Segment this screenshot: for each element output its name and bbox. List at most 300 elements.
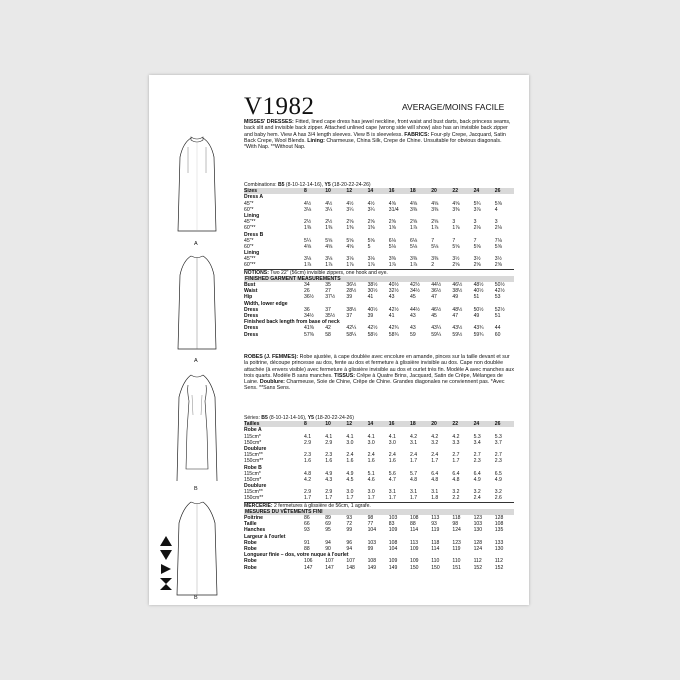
table-cell: 48½ — [452, 306, 463, 313]
size-header-cell: 24 — [473, 188, 480, 195]
row-label: Dress — [244, 325, 259, 332]
table-cell: 89 — [325, 515, 331, 522]
table-cell: 109 — [410, 545, 419, 552]
table-cell: 4.2 — [304, 476, 312, 483]
table-cell: 4⅝ — [346, 243, 354, 250]
row-label: Taille — [244, 521, 257, 528]
table-cell: 113 — [410, 539, 419, 546]
table-cell: 5 — [367, 243, 371, 250]
table-cell: 3⅛ — [304, 256, 312, 263]
table-cell: 27 — [325, 288, 331, 295]
table-cell: 38½ — [367, 282, 378, 289]
table-cell: 5⅝ — [325, 237, 333, 244]
table-cell: 2.4 — [388, 452, 396, 459]
table-cell: 2.3 — [325, 452, 333, 459]
fabrics-text: Crêpe à Quatre Brins, Jacquard, Satin de Crêpe, Mélanges de Laine. — [244, 372, 503, 386]
table-cell: 51 — [473, 294, 480, 301]
table-cell: 31/4 — [388, 206, 399, 213]
table-cell: 128 — [494, 515, 504, 522]
figure-b-back — [175, 499, 219, 597]
table-cell: 103 — [367, 539, 377, 546]
table-cell: 123 — [473, 515, 483, 522]
table-cell: 2.9 — [304, 489, 312, 496]
size-header-cell: 8 — [304, 421, 307, 428]
table-cell: 3.1 — [431, 489, 439, 496]
table-cell: 41 — [367, 294, 374, 301]
row-label: 45"** — [244, 256, 256, 263]
table-cell: 5¼ — [304, 237, 312, 244]
table-cell: 41⅜ — [304, 325, 314, 332]
measurements-title: FINISHED GARMENT MEASUREMENTS — [244, 276, 514, 282]
table-cell: 2⅛ — [473, 225, 481, 232]
row-label: Dress — [244, 306, 259, 313]
table-cell: 3½ — [473, 256, 481, 263]
table-cell: 147 — [325, 564, 334, 571]
table-cell: 1.7 — [325, 495, 333, 502]
table-cell: 94 — [325, 539, 331, 546]
table-cell: 2⅝ — [346, 219, 354, 226]
row-label: Robe — [244, 539, 257, 546]
row-label: 115cm* — [244, 470, 261, 477]
table-cell: 104 — [367, 527, 377, 534]
figure-label: A — [194, 358, 198, 364]
triangle-right-icon — [159, 563, 173, 575]
yardage-chart-french — [244, 415, 514, 571]
table-cell: 3.0 — [367, 489, 375, 496]
table-cell: 124 — [452, 527, 461, 534]
notions-line: MERCERIE: 2 fermetures à glissière de 56cm, 1 agrafe. — [244, 502, 514, 509]
table-cell: 3.2 — [452, 489, 460, 496]
yardage-rows — [244, 194, 514, 268]
table-cell: 1⅞ — [410, 225, 418, 232]
row-label: Poitrine — [244, 515, 263, 522]
table-cell: 7⅛ — [494, 237, 502, 244]
fabrics-label: FABRICS: — [404, 131, 430, 138]
table-cell: 4½ — [367, 200, 375, 207]
table-cell: 2.4 — [431, 452, 439, 459]
table-cell: 3.2 — [494, 489, 502, 496]
skill-level: AVERAGE/MOINS FACILE — [402, 102, 505, 112]
row-label: 115cm** — [244, 489, 263, 496]
table-cell: 42½ — [388, 306, 399, 313]
table-cell: 3⅜ — [410, 206, 418, 213]
table-cell: 108 — [494, 521, 504, 528]
table-cell: 3⅜ — [452, 206, 460, 213]
row-label: Robe — [244, 558, 257, 565]
table-cell: 1.6 — [346, 458, 354, 465]
table-cell: 147 — [304, 564, 313, 571]
table-cell: 109 — [388, 558, 398, 565]
table-cell: 1.7 — [452, 458, 460, 465]
table-cell: 57⅜ — [304, 331, 314, 338]
table-cell: 1.6 — [388, 458, 396, 465]
size-header-cell: 20 — [431, 188, 437, 195]
table-cell: 2⅝ — [410, 219, 418, 226]
description-title: ROBES (J. FEMMES): — [244, 354, 299, 360]
triangle-up-icon — [159, 535, 173, 547]
table-cell: 4.2 — [431, 433, 439, 440]
table-cell: 1⅜ — [346, 225, 354, 232]
row-label: 45"* — [244, 200, 254, 207]
table-cell: 42½ — [367, 325, 378, 332]
table-cell: 3 — [452, 219, 456, 226]
table-cell: 148 — [346, 564, 355, 571]
table-cell: 3.3 — [452, 439, 460, 446]
table-cell: 5⅛ — [431, 243, 439, 250]
row-label: Doublure — [244, 445, 267, 452]
table-cell: 94 — [346, 545, 353, 552]
row-label: Robe — [244, 564, 257, 571]
table-cell: 2⅝ — [494, 262, 502, 269]
table-cell: 3 — [494, 219, 498, 226]
yardage-rows — [244, 427, 514, 501]
table-cell: 46½ — [431, 306, 442, 313]
table-cell: 1.6 — [304, 458, 312, 465]
table-cell: 1⅞ — [410, 262, 418, 269]
table-cell: 40½ — [367, 306, 378, 313]
lining-label: Doublure: — [259, 379, 285, 386]
figure-b-open — [175, 371, 219, 483]
table-cell: 90 — [325, 545, 331, 552]
table-cell: 36½ — [304, 294, 314, 301]
table-cell: 5⅝ — [367, 237, 375, 244]
table-cell: 2⅝ — [367, 219, 375, 226]
table-cell: 5⅛ — [410, 243, 418, 250]
table-cell: 5⅝ — [494, 243, 502, 250]
table-cell: 4.1 — [388, 433, 396, 440]
table-cell: 4.1 — [346, 433, 354, 440]
size-header-cell: 16 — [388, 421, 395, 428]
table-cell: 41 — [388, 312, 395, 319]
table-cell: 118 — [431, 539, 440, 546]
figure-label: A — [194, 241, 198, 247]
size-header-cell: 20 — [431, 421, 437, 428]
description-english — [244, 119, 514, 150]
table-cell: 2.2 — [452, 495, 460, 502]
table-cell: 103 — [388, 515, 398, 522]
table-cell: 2.9 — [325, 439, 333, 446]
table-cell: 5.3 — [473, 433, 481, 440]
size-header-cell: 12 — [346, 188, 353, 195]
row-label: Bust — [244, 282, 256, 289]
row-label: 60"** — [244, 262, 256, 269]
row-label: Waist — [244, 288, 258, 295]
table-cell: 119 — [431, 527, 440, 534]
sizes-label: Tailles — [244, 421, 260, 428]
table-cell: 1.6 — [325, 458, 333, 465]
table-cell: 152 — [473, 564, 483, 571]
table-cell: 1.7 — [304, 495, 312, 502]
table-cell: 4.9 — [346, 470, 354, 477]
table-cell: 2.4 — [367, 452, 375, 459]
table-cell: 106 — [304, 558, 313, 565]
table-cell: 36 — [304, 306, 310, 313]
table-cell: 36½ — [431, 288, 442, 295]
table-cell: 88 — [410, 521, 416, 528]
table-cell: 3½ — [494, 256, 502, 263]
row-label: Hip — [244, 294, 253, 301]
table-cell: 93 — [431, 521, 437, 528]
combinations-line: Séries: B5 (8-10-12-14-16), Y5 (18-20-22-24-26) — [244, 415, 354, 421]
table-cell: 3.0 — [388, 439, 396, 446]
size-header-cell: 18 — [410, 421, 416, 428]
table-cell: 69 — [325, 521, 331, 528]
table-cell: 95 — [325, 527, 331, 534]
table-cell: 2⅝ — [452, 262, 460, 269]
row-label: Dress A — [244, 194, 264, 201]
table-cell: 34½ — [410, 288, 420, 295]
table-cell: 4⅝ — [388, 200, 396, 207]
measurements-title: MESURES DU VÊTEMENTS FINI — [244, 509, 514, 515]
table-cell: 119 — [452, 545, 461, 552]
description-text: Robe ajustée, à cape doublée avec encolure en amande, pinces sur la taille devant et sur la poitrine, découpe princesse au dos, fente au dos et fermeture à glissière invisible au dos. Cape non doublée attachée (à envers visible) avec fermeture à glissière invisible au dos et ourlet très fin. Modèle A avec manches aux trois quarts. Modèle B sans manches. — [244, 354, 514, 379]
table-cell: 118 — [452, 515, 461, 522]
row-label: 150cm** — [244, 458, 264, 465]
table-cell: 4.8 — [431, 476, 439, 483]
table-cell: 98 — [452, 521, 459, 528]
table-cell: 91 — [304, 539, 310, 546]
table-cell: 3⅛ — [367, 256, 375, 263]
table-cell: 133 — [494, 539, 504, 546]
row-label: 60"** — [244, 225, 256, 232]
table-cell: 58 — [325, 331, 331, 338]
table-cell: 150 — [410, 564, 419, 571]
table-cell: 4.8 — [304, 470, 312, 477]
row-label: Lining — [244, 212, 260, 219]
row-label: Robe A — [244, 427, 262, 434]
table-cell: 36½ — [346, 282, 357, 289]
table-cell: 4⅝ — [431, 200, 439, 207]
table-cell: 4⅝ — [410, 200, 418, 207]
table-cell: 114 — [431, 545, 440, 552]
table-cell: 3½ — [452, 256, 460, 263]
table-cell: 3.1 — [410, 439, 418, 446]
table-cell: 32½ — [388, 288, 399, 295]
table-cell: 1.7 — [346, 495, 354, 502]
notions-line: NOTIONS: Two 22" (56cm) invisible zippers, one hook and eye. — [244, 269, 514, 276]
table-cell: 3 — [473, 219, 477, 226]
table-cell: 43¼ — [431, 325, 442, 332]
table-cell: 5⅝ — [494, 200, 502, 207]
table-cell: 4.3 — [325, 476, 333, 483]
table-cell: 1⅜ — [325, 225, 333, 232]
table-cell: 2⅝ — [388, 219, 396, 226]
table-cell: 59¾ — [473, 331, 484, 338]
table-cell: 3.4 — [473, 439, 481, 446]
table-cell: 5¾ — [473, 200, 481, 207]
table-cell: 2.9 — [304, 439, 312, 446]
table-cell: 43 — [410, 325, 416, 332]
size-header-cell: 14 — [367, 421, 374, 428]
table-cell: 58¾ — [388, 331, 399, 338]
table-cell: 4.9 — [494, 476, 502, 483]
table-cell: 5⅝ — [452, 243, 460, 250]
lining-label: Lining: — [307, 137, 325, 144]
table-cell: 152 — [494, 564, 504, 571]
table-cell: 4⅝ — [325, 243, 333, 250]
table-cell: 1⅞ — [452, 225, 460, 232]
table-cell: 98 — [367, 515, 374, 522]
table-cell: 4.6 — [367, 476, 375, 483]
table-row — [244, 565, 514, 571]
table-cell: 42½ — [494, 288, 505, 295]
table-cell: 53 — [494, 294, 501, 301]
row-label: 60"* — [244, 243, 254, 250]
table-cell: 1.7 — [367, 495, 375, 502]
table-cell: 4.8 — [410, 476, 418, 483]
table-cell: 39 — [367, 312, 374, 319]
table-cell: 3⅜ — [431, 206, 439, 213]
size-header-cell: 18 — [410, 188, 416, 195]
table-cell: 113 — [431, 515, 440, 522]
table-cell: 3.1 — [410, 489, 418, 496]
table-cell: 1⅝ — [388, 225, 396, 232]
table-cell: 40½ — [473, 288, 484, 295]
table-cell: 83 — [388, 521, 395, 528]
table-cell: 103 — [473, 521, 483, 528]
table-cell: 1.7 — [388, 495, 396, 502]
table-cell: 2.4 — [346, 452, 354, 459]
table-cell: 42 — [325, 325, 331, 332]
table-cell: 40½ — [388, 282, 399, 289]
table-cell: 35½ — [325, 312, 336, 319]
table-cell: 3⅛ — [304, 206, 312, 213]
row-label: Robe B — [244, 464, 262, 471]
table-cell: 6⅛ — [388, 237, 396, 244]
table-cell: 3⅛ — [325, 256, 333, 263]
table-cell: 6.5 — [494, 470, 502, 477]
table-cell: 2⅝ — [431, 219, 439, 226]
table-cell: 37 — [346, 312, 353, 319]
pattern-envelope-back — [149, 75, 529, 605]
table-cell: 2.7 — [473, 452, 481, 459]
description-french — [244, 354, 514, 392]
table-cell: 3.7 — [494, 439, 502, 446]
table-cell: 4.2 — [452, 433, 460, 440]
table-cell: 51 — [494, 312, 501, 319]
table-cell: 2⅝ — [473, 262, 481, 269]
table-cell: 7 — [473, 237, 477, 244]
row-label: Robe — [244, 545, 257, 552]
table-cell: 150 — [431, 564, 440, 571]
size-header-cell: 14 — [367, 188, 374, 195]
table-cell: 66 — [304, 521, 310, 528]
row-label: Largeur à l'ourlet — [244, 533, 286, 540]
table-cell: 3⅜ — [431, 256, 439, 263]
description-title: MISSES' DRESSES: — [244, 119, 294, 125]
table-cell: 4½ — [346, 200, 354, 207]
table-cell: 5.7 — [410, 470, 418, 477]
table-cell: 3¼ — [325, 206, 333, 213]
table-row — [244, 332, 514, 338]
table-cell: 2.3 — [304, 452, 312, 459]
table-cell: 109 — [410, 558, 419, 565]
table-cell: 28½ — [346, 288, 357, 295]
table-cell: 2.7 — [494, 452, 502, 459]
table-cell: 2.6 — [494, 495, 502, 502]
table-cell: 124 — [473, 545, 483, 552]
row-label: Lining — [244, 250, 260, 257]
row-label: Dress — [244, 331, 259, 338]
table-cell: 34 — [304, 282, 310, 289]
table-cell: 1⅞ — [346, 262, 354, 269]
table-cell: 6.4 — [452, 470, 460, 477]
table-cell: 59¼ — [431, 331, 442, 338]
table-cell: 26 — [304, 288, 310, 295]
table-cell: 2.3 — [494, 458, 502, 465]
table-cell: 58½ — [367, 331, 378, 338]
row-label: Dress B — [244, 231, 264, 238]
table-cell: 42½ — [410, 282, 420, 289]
hourglass-icon — [159, 577, 173, 591]
row-label: 115cm** — [244, 452, 263, 459]
row-label: 45"* — [244, 237, 254, 244]
table-cell: 3⅞ — [473, 206, 481, 213]
table-cell: 77 — [367, 521, 374, 528]
table-cell: 43½ — [452, 325, 463, 332]
lining-text: Charmeuse, Soie de Chine, Crêpe de Chine. Grandes diagonales ne conviennent pas. *Avec Sens. **Sans Sens. — [244, 379, 505, 392]
table-cell: 4½ — [325, 200, 333, 207]
table-cell: 42¼ — [346, 325, 357, 332]
row-label: Finished back length from base of neck — [244, 319, 340, 326]
table-cell: 1.7 — [410, 458, 418, 465]
figure-b-front — [177, 297, 217, 298]
table-cell: 3.1 — [388, 489, 396, 496]
measurement-rows — [244, 282, 514, 338]
table-cell: 86 — [304, 515, 310, 522]
table-cell: 3⅜ — [410, 256, 418, 263]
table-cell: 5.6 — [388, 470, 396, 477]
table-cell: 59 — [410, 331, 416, 338]
table-cell: 49 — [452, 294, 459, 301]
table-cell: 2½ — [304, 219, 312, 226]
fabrics-label: TISSUS: — [334, 372, 356, 379]
row-label: 150cm* — [244, 476, 262, 483]
table-cell: 46½ — [452, 282, 463, 289]
row-label: 150cm** — [244, 495, 264, 502]
table-cell: 7 — [431, 237, 435, 244]
table-cell: 39 — [346, 294, 353, 301]
row-label: Doublure — [244, 483, 267, 490]
table-cell: 110 — [431, 558, 440, 565]
row-label: Dress — [244, 312, 259, 319]
table-cell: 107 — [325, 558, 334, 565]
table-cell: 4.1 — [325, 433, 333, 440]
table-cell: 4⅝ — [304, 243, 312, 250]
table-cell: 2½ — [325, 219, 333, 226]
triangle-down-icon — [159, 549, 173, 561]
table-cell: 2.3 — [473, 458, 481, 465]
table-cell: 58¼ — [346, 331, 357, 338]
table-cell: 52½ — [494, 306, 505, 313]
table-cell: 130 — [494, 545, 504, 552]
table-cell: 3.0 — [346, 439, 354, 446]
row-label: 115cm* — [244, 433, 261, 440]
table-cell: 123 — [452, 539, 461, 546]
table-cell: 34½ — [304, 312, 314, 319]
yardage-chart-english — [244, 182, 514, 338]
table-cell: 1⅞ — [304, 262, 312, 269]
table-cell: 107 — [346, 558, 355, 565]
table-cell: 4 — [494, 206, 498, 213]
size-header-cell: 26 — [494, 188, 501, 195]
figure-label: B — [194, 595, 198, 601]
table-cell: 1⅜ — [367, 225, 375, 232]
table-cell: 4⅝ — [452, 200, 460, 207]
table-cell: 1⅜ — [304, 225, 312, 232]
table-cell: 149 — [388, 564, 398, 571]
table-cell: 6.4 — [473, 470, 481, 477]
